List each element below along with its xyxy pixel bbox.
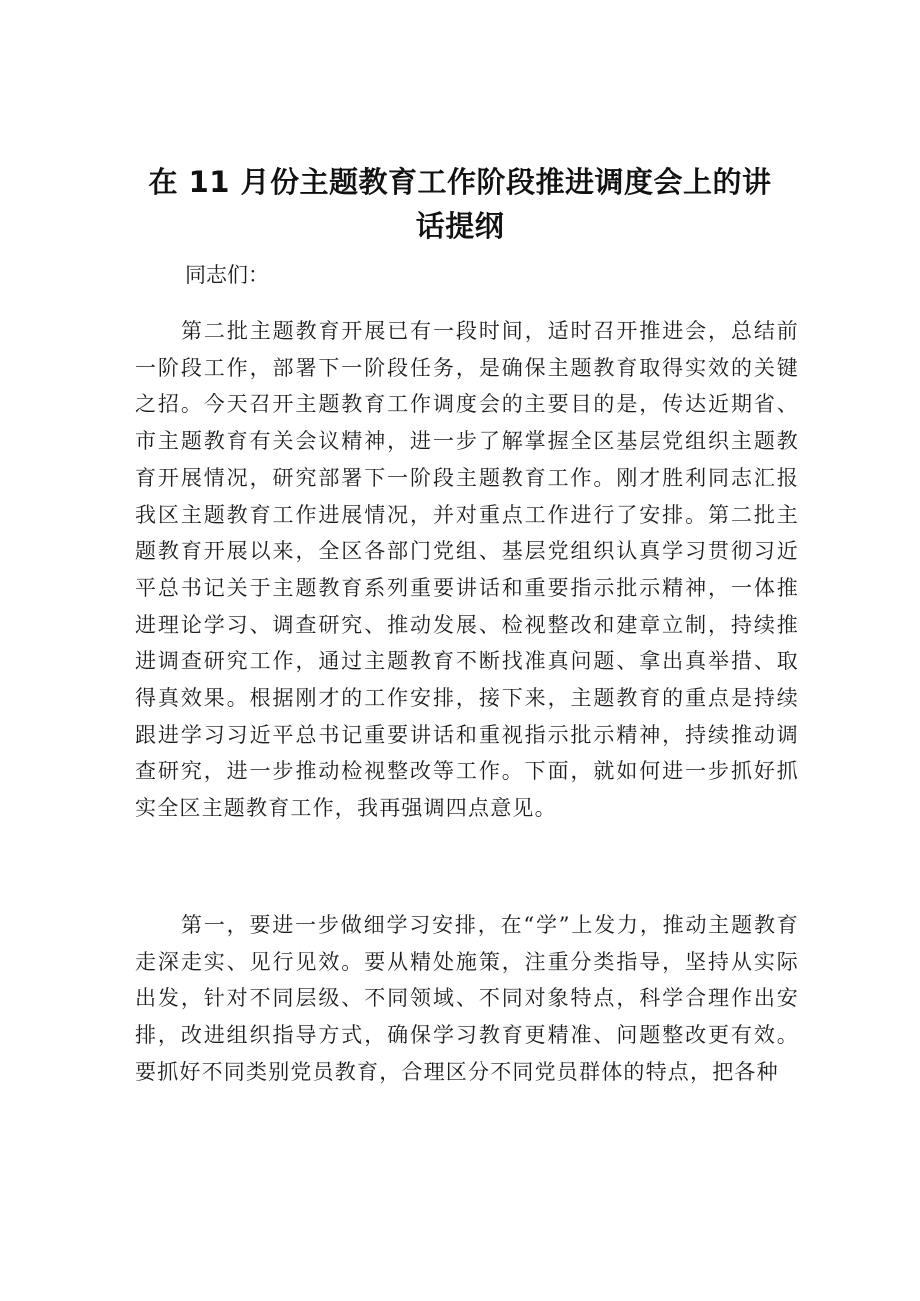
salutation: 同志们： [185,263,269,287]
paragraph-first-point: 第一，要进一步做细学习安排，在“学”上发力，推动主题教育走深走实、见行见效。要从精处施策，注重分类指导，坚持从实际出发，针对不同层级、不同领域、不同对象特点，科学合理作出安排，改进组织指导方式，确保学习教育更精准、问题整改更有效。要抓好不同类别党员教育，合理区分不同党员群体的特点，把各种 [135,913,799,1084]
document-title [110,160,810,248]
title-line-1: 在 11 月份主题教育工作阶段推进调度会上的讲 [148,165,772,199]
paragraph-intro: 第二批主题教育开展已有一段时间，适时召开推进会，总结前一阶段工作，部署下一阶段任务，是确保主题教育取得实效的关键之招。今天召开主题教育工作调度会的主要目的是，传达近期省、市主题教育有关会议精神，进一步了解掌握全区基层党组织主题教育开展情况，研究部署下一阶段主题教育工作。刚才胜利同志汇报我区主题教育工作进展情况，并对重点工作进行了安排。第二批主题教育开展以来，全区各部门党组、基层党组织认真学习贯彻习近平总书记关于主题教育系列重要讲话和重要指示批示精神，一体推进理论学习、调查研究、推动发展、检视整改和建章立制，持续推进调查研究工作，通过主题教育不断找准真问题、拿出真举措、取得真效果。根据刚才的工作安排，接下来，主题教育的重点是持续跟进学习习近平总书记重要讲话和重视指示批示精神，持续推动调查研究，进一步推动检视整改等工作。下面，就如何进一步抓好抓实全区主题教育工作，我再强调四点意见。 [135,319,799,821]
title-line-2: 话提纲 [415,209,505,243]
